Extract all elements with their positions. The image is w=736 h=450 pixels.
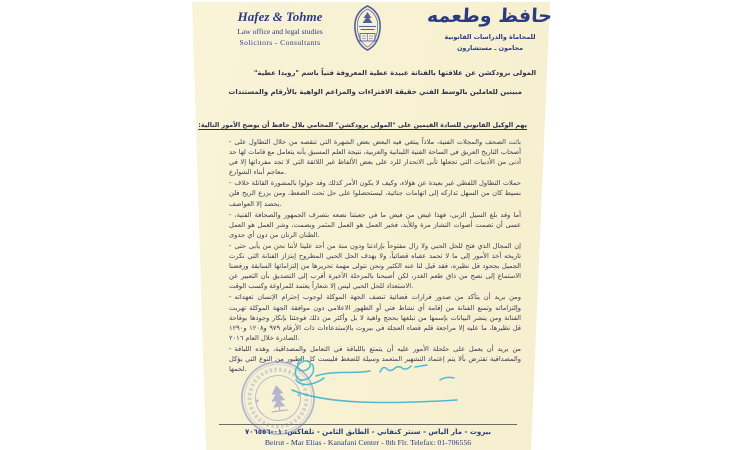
statement-item [229, 210, 521, 240]
firm-tagline-arabic: للمحاماة والدراسات القانونية [444, 33, 536, 41]
firm-subtitle-english: Solicitors - Consultants [239, 38, 321, 47]
bullet-dash: - [229, 210, 232, 219]
statement-item [229, 178, 521, 208]
statement-item-text: من يريد أن يعمل على حلحلة الأمور عليه أن يتمتع باللباقة في التعامل والمصداقية، وهذه اللباقة والمصداقية تفترض بألا يتم إعتماد التشهير المتعمد وسيلة للضغط فليست كل الطيور من النوع التي يؤكل لحمها. [229, 344, 521, 374]
statement-heading: يهم الوكيل القانوني للسادة القيمين على "المولى برودكشن" المحامي بلال حافظ أن يوضح الأمور التالية: [198, 121, 527, 129]
statement-item [229, 137, 521, 177]
statement-item-text: إن المجال الذي فتح للحل الحبي ولا زال مفتوحاً بإرادتنا ودون منة من أحد علينا لأننا نحن من يأبى حتى تاريخه أخذ الأمور إلى ما لا تحمد عقباه قضائياً، ولا يهدف الحل الحبي المطروح إبتزاز الفنانة التي نكرت الجميل بجحود قل نظيره، فقد قيل لنا عنه الكثير ونحن نتولى مهمة تحريرها من إلتزاماتها السابقة ورفضنا الاستماع إلى نصح من ذاق طعم الغدر، لكن أصبحنا بالمرحلة الأخيرة أقرب إلى التصديق بأن التعبير عن الاستعداد للحل الحبي ليس إلا شعاراً يعتمد للمراوغة وكسب الوقت. [229, 241, 521, 291]
footer-divider [219, 424, 517, 425]
intro-line-2: مبينين للعاملين بالوسط الفني حقيقة الافتراءات والمزاعم الواهية بالأرقام والمستندات [228, 88, 522, 96]
firm-tagline-english: Law office and legal studies [237, 27, 323, 36]
bullet-dash: - [229, 179, 232, 188]
footer-address-english: Beirut - Mar Elias - Kanafani Center - 8th Flr. Telefax: 01-706556 [264, 438, 472, 447]
bullet-dash: - [229, 138, 232, 146]
statement-item-text: باتت الصحف والمجلات الفنية، ملاذاً يبتغي فيه البعض بعض الشهرة التي تنقصه من خلال التطاول على أصحاب التاريخ العريق في الساحة الفنية اللبنانية والعربية، نتيجة العلم المسبق بأنه يتعامل مع قامات لها حد أدنى من الأدبيات التي تجعلها تأبى الانحدار للرد على بعض الألفاظ غير اللائقة التي لا تجد مفرداتها إلا في معاجم أبناء الشوارع. [229, 138, 521, 177]
statement-list [229, 137, 521, 375]
firm-subtitle-arabic: محامون ـ مستشارون [456, 44, 524, 52]
signature-icon [272, 350, 472, 412]
bullet-dash: - [229, 241, 232, 250]
statement-item-text: ومن يريد أن يتأكد من صدور قرارات قضائية تنصف الجهة الموكلة لوجوب إحترام الإنسان تعهداته وإلتزاماته وتمنع الفنانة من إقامة أي نشاط فني أو الظهور الاعلامي دون موافقة الجهة الموكلة تهربت الفنانة ومن ينشر البيانات بإسمها من تبلغها بحجج واهية لا بل وأكثر من ذلك فوجئنا بإنكار وجودها بوقاحة قل نظيرها، ما عليه إلا مراجعة قلم قضاء العجلة في بيروت بالإستدعاءات ذات الأرقام ٩٧٩ و١٢٠٨ و١٢٩٠ الصادرة خلال العام ٢٠١٦. [229, 293, 521, 342]
bullet-dash: - [229, 293, 232, 302]
firm-name-english: Hafez & Tohme [237, 9, 323, 24]
statement-item-text: حملات التطاول اللفظي غير بعيدة عن هؤلاء، وكيف لا يكون الأمر كذلك وقد حولوا بالمشورة القاتلة خلاف بسيط كان من السهل تداركه إلى اتهامات جنائية، ليستحصلوا على حل تحت الضغط، ومن يزرع الريح فلن يحصد إلا العواصف. [229, 179, 521, 208]
statement-item [229, 241, 521, 291]
firm-name-arabic: حافظ وطعمه [426, 5, 553, 27]
intro-line-1: المولى برودكشن عن علاقتها بالفنانة عبيدة عطية المعروفة فنياً باسم "رويدا عطية" [253, 69, 537, 77]
bullet-dash: - [229, 344, 232, 353]
footer-address-arabic: بيروت - مار الياس - سنتر كنفاني - الطابق الثامن - تلفاكس: ٠١-٧٠٦٥٥٦ [244, 428, 492, 436]
bar-emblem-icon [351, 5, 384, 51]
statement-item-text: أما وقد بلغ السيل الزبى، فهذا غيض من فيض ما في جعبتنا نضعه بتصرف الجمهور والصحافة الفنية، عسى أن تصمت أصوات النشاز مرة وللأبد، فخير العمل هو العمل المثمر وبصمت، وشر العمل هو العمل الطنان الرنان من دون أي جدوى. [229, 210, 521, 239]
statement-item [229, 292, 521, 342]
